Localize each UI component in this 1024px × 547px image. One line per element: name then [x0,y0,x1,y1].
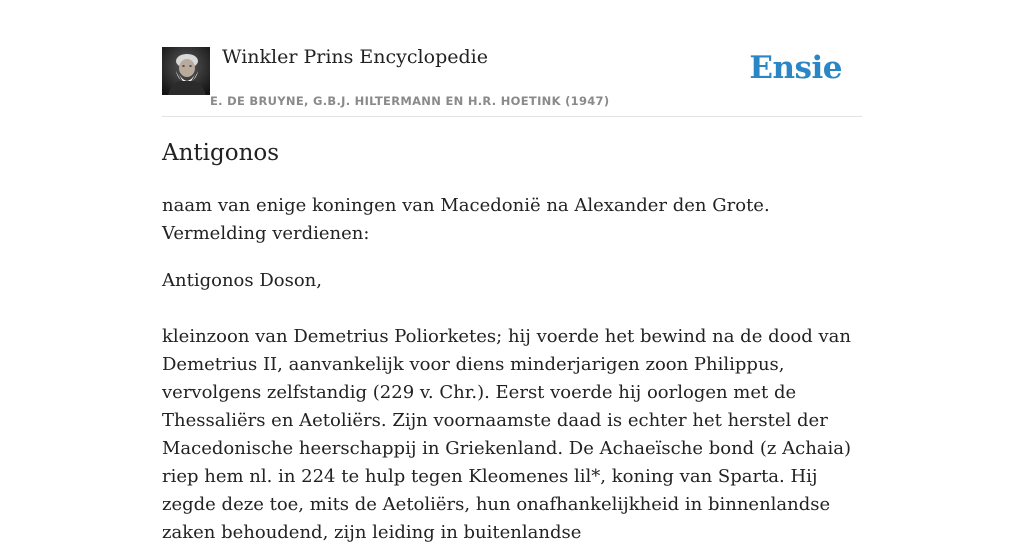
entry-name: Antigonos Doson, [162,270,322,291]
content-container [162,0,862,543]
article-title: Antigonos [162,140,280,166]
article-intro: naam van enige koningen van Macedonië na Alexander den Grote. Vermelding verdienen: [162,195,770,244]
encyclopedia-name[interactable]: Winkler Prins Encyclopedie [222,46,488,68]
author-portrait [162,47,210,95]
header [162,0,862,117]
entry-text: kleinzoon van Demetrius Poliorketes; hij voerde het bewind na de dood van Demetrius II, aanvankelijk voor diens minderjarigen zoon Philippus, vervolgens zelfstandig (229 v. Chr.). Eerst voerde hij oorlogen met de Thessaliërs en Aetoliërs. Zijn voornaamste daad is echter het herstel der Macedonische heerschappij in Griekenland. De Achaeïsche bond (z Achaia) riep hem nl. in 224 te hulp tegen Kleomenes lil*, koning van Sparta. Hij zegde deze toe, mits de Aetoliërs, hun onafhankelijkheid in binnenlandse zaken behoudend, zijn leiding in buitenlandse [162,326,852,543]
authors-line: E. DE BRUYNE, G.B.J. HILTERMANN EN H.R. HOETINK (1947) [210,94,610,108]
ensie-logo[interactable]: Ensie [749,50,842,86]
